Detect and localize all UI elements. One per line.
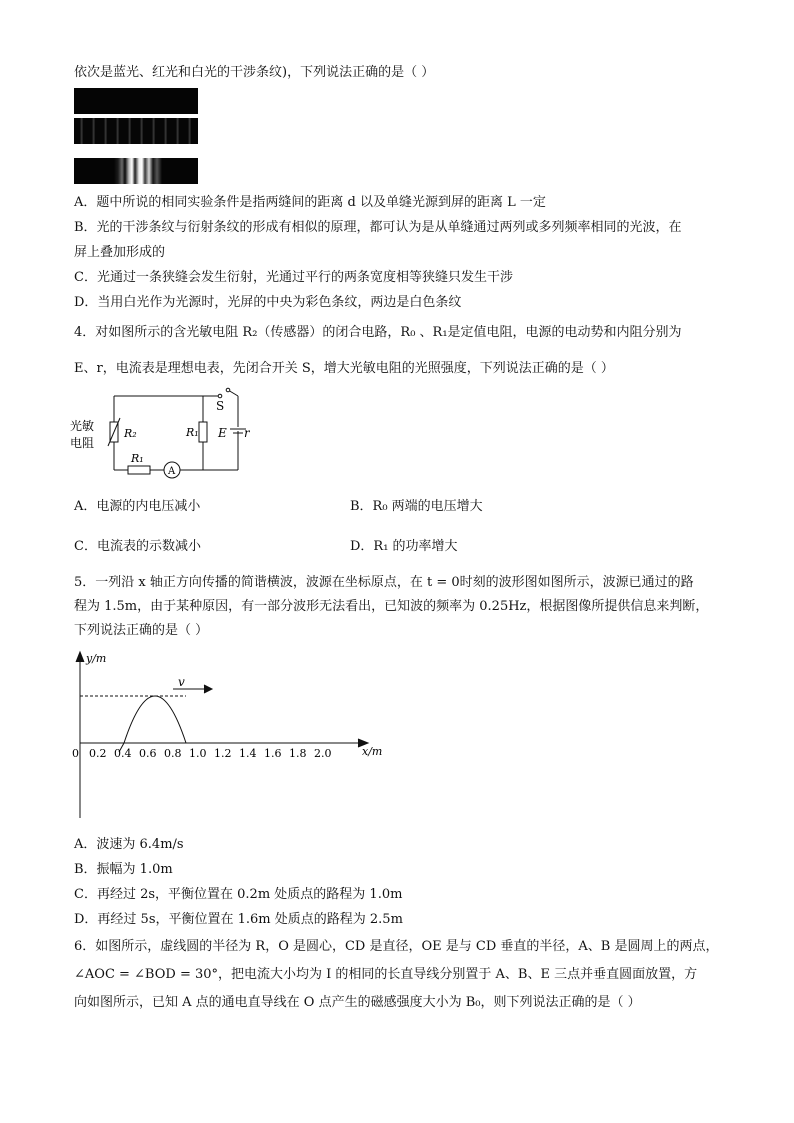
graph-tick-label: 1.6 — [264, 747, 282, 760]
q6-stem-line2: ∠AOC = ∠BOD = 30°，把电流大小均为 I 的相同的长直导线分别置于 A、B、E 三点并垂直圆面放置，方 — [74, 967, 698, 982]
q3-option-a: A．题中所说的相同实验条件是指两缝间的距离 d 以及单缝光源到屏的距离 L 一定 — [74, 195, 546, 210]
q5-stem-line1: 5．一列沿 x 轴正方向传播的简谐横波，波源在坐标原点，在 t = 0时刻的波形图如图所示，波源已通过的路 — [74, 575, 694, 590]
q4-stem-line1: 4．对如图所示的含光敏电阻 R₂（传感器）的闭合电路，R₀ 、R₁是定值电阻，电源的电动势和内阻分别为 — [74, 325, 682, 340]
fringe-image-red — [74, 118, 198, 144]
q3-option-b-cont: 屏上叠加形成的 — [74, 245, 166, 260]
wave-graph — [70, 646, 390, 822]
q5-stem-line2: 程为 1.5m，由于某种原因，有一部分波形无法看出，已知波的频率为 0.25Hz，根据图像所提供信息来判断， — [74, 599, 709, 614]
q4-option-d: D．R₁ 的功率增大 — [350, 539, 458, 554]
q5-option-a: A．波速为 6.4m/s — [74, 837, 184, 852]
circuit-label-emf: E — [218, 426, 227, 440]
graph-tick-label: 1.2 — [214, 747, 232, 760]
graph-tick-label: 1.0 — [189, 747, 207, 760]
q3-option-d: D．当用白光作为光源时，光屏的中央为彩色条纹，两边是白色条纹 — [74, 295, 462, 310]
graph-tick-label: 1.8 — [289, 747, 307, 760]
graph-tick-label: 0.2 — [89, 747, 107, 760]
graph-x-label: x/m — [362, 745, 383, 758]
q3-option-c: C．光通过一条狭缝会发生衍射，光通过平行的两条宽度相等狭缝只发生干涉 — [74, 270, 513, 285]
circuit-label-r1-middle: R₁ — [186, 426, 199, 439]
q5-option-c: C．再经过 2s，平衡位置在 0.2m 处质点的路程为 1.0m — [74, 887, 403, 902]
q4-option-a: A．电源的内电压减小 — [74, 499, 201, 514]
q5-option-b: B．振幅为 1.0m — [74, 862, 173, 877]
q3-intro: 依次是蓝光、红光和白光的干涉条纹)，下列说法正确的是（ ） — [74, 65, 435, 80]
graph-tick-label: 2.0 — [314, 747, 332, 760]
graph-tick-label: 0.8 — [164, 747, 182, 760]
q4-stem-line2: E、r，电流表是理想电表，先闭合开关 S，增大光敏电阻的光照强度，下列说法正确的是（ ） — [74, 361, 614, 376]
circuit-label-photoresistor-top: 光敏 — [70, 419, 95, 433]
q5-stem-line3: 下列说法正确的是（ ） — [74, 623, 209, 638]
circuit-label-r1-bottom: R₁ — [131, 452, 144, 465]
q4-option-b: B．R₀ 两端的电压增大 — [350, 499, 483, 514]
q6-stem-line3: 向如图所示，已知 A 点的通电直导线在 O 点产生的磁感强度大小为 B₀，则下列说法正确的是（ ） — [74, 995, 641, 1010]
graph-origin: 0 — [72, 747, 79, 760]
graph-velocity-label: v — [178, 675, 185, 689]
graph-tick-label: 0.6 — [139, 747, 157, 760]
graph-tick-label: 0.4 — [114, 747, 132, 760]
circuit-label-photoresistor-bottom: 电阻 — [70, 436, 95, 450]
q3-option-b: B．光的干涉条纹与衍射条纹的形成有相似的原理，都可认为是从单缝通过两列或多列频率相同的光波，在 — [74, 220, 682, 235]
graph-y-label: y/m — [86, 652, 107, 665]
graph-tick-label: 1.4 — [239, 747, 257, 760]
circuit-label-ammeter: A — [168, 466, 176, 477]
circuit-label-internal-r: r — [244, 426, 250, 440]
fringe-image-blue — [74, 88, 198, 114]
q4-option-c: C．电流表的示数减小 — [74, 539, 201, 554]
q6-stem-line1: 6．如图所示，虚线圆的半径为 R，O 是圆心，CD 是直径，OE 是与 CD 垂直的半径，A、B 是圆周上的两点， — [74, 939, 719, 954]
circuit-label-r2: R₂ — [124, 427, 137, 440]
q5-option-d: D．再经过 5s，平衡位置在 1.6m 处质点的路程为 2.5m — [74, 912, 403, 927]
fringe-image-white — [74, 158, 198, 184]
circuit-label-switch: S — [216, 399, 225, 413]
circuit-diagram — [70, 384, 250, 480]
